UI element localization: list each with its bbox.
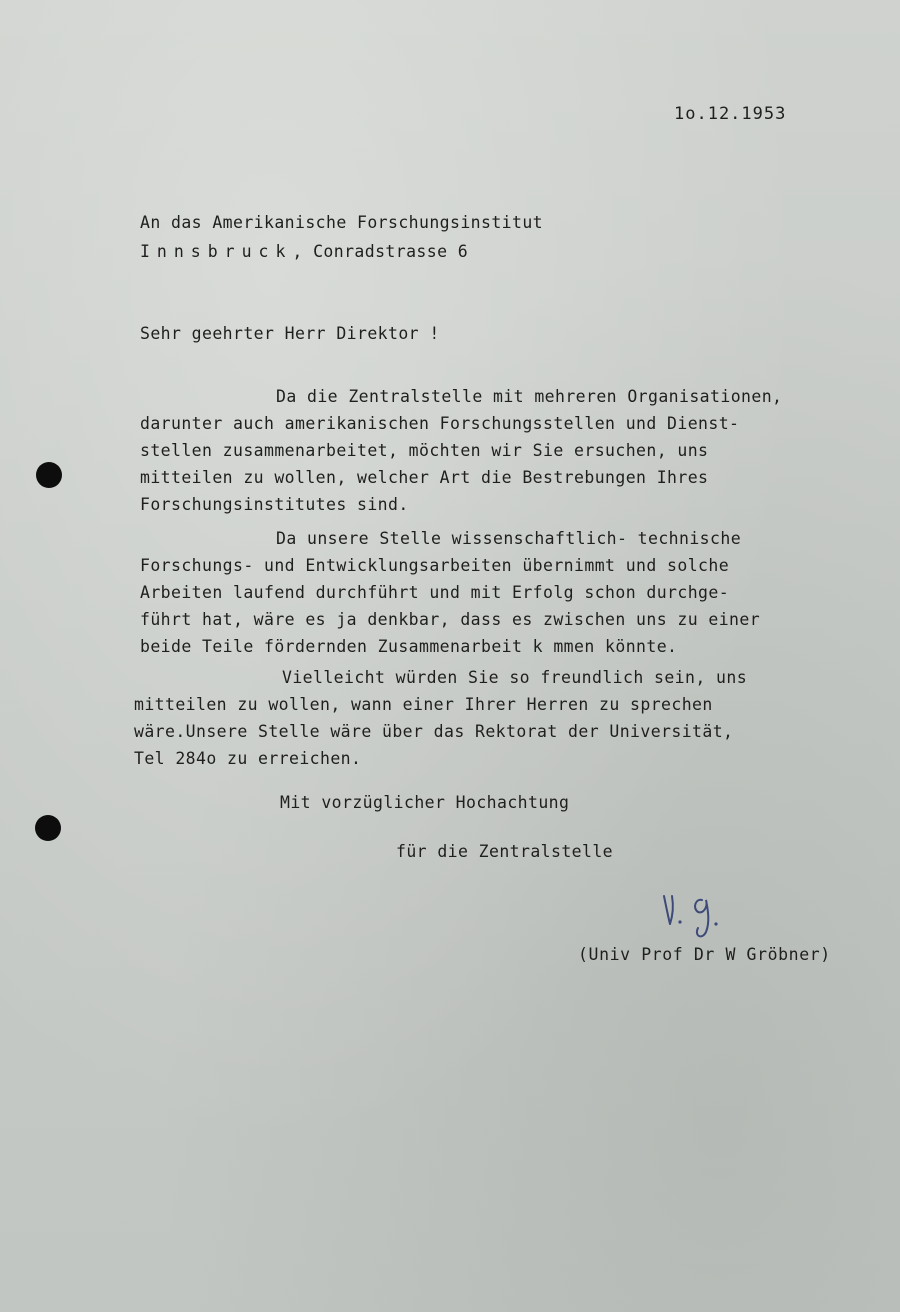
- paragraph-line: führt hat, wäre es ja denkbar, dass es zwischen uns zu einer: [140, 610, 761, 629]
- body-paragraph: [140, 525, 760, 660]
- letter-date: 1o.12.1953: [674, 104, 787, 124]
- paragraph-line: Forschungs- und Entwicklungsarbeiten übernimmt und solche: [140, 556, 730, 575]
- on-behalf-line: für die Zentralstelle: [396, 842, 614, 861]
- punch-hole: [35, 815, 61, 841]
- recipient-street: , Conradstrasse 6: [292, 242, 469, 261]
- paragraph-line: darunter auch amerikanischen Forschungsstellen und Dienst-: [140, 414, 740, 433]
- paragraph-line: Da die Zentralstelle mit mehreren Organisationen,: [276, 387, 783, 406]
- recipient-city: Innsbruck: [140, 242, 293, 261]
- body-paragraph: [134, 664, 747, 772]
- punch-hole: [36, 462, 62, 488]
- closing-phrase: Mit vorzüglicher Hochachtung: [280, 793, 570, 812]
- paragraph-line: Forschungsinstitutes sind.: [140, 495, 409, 514]
- paragraph-line: beide Teile fördernden Zusammenarbeit k mmen könnte.: [140, 637, 678, 656]
- paragraph-line: mitteilen zu wollen, welcher Art die Bestrebungen Ihres: [140, 468, 709, 487]
- signer-name: (Univ Prof Dr W Gröbner): [578, 945, 831, 964]
- salutation: Sehr geehrter Herr Direktor !: [140, 324, 440, 343]
- handwritten-signature: [650, 882, 740, 942]
- paragraph-line: Tel 284o zu erreichen.: [134, 749, 362, 768]
- paragraph-line: mitteilen zu wollen, wann einer Ihrer Herren zu sprechen: [134, 695, 713, 714]
- recipient-line: An das Amerikanische Forschungsinstitut: [140, 213, 544, 232]
- paragraph-line: Arbeiten laufend durchführt und mit Erfolg schon durchge-: [140, 583, 730, 602]
- paragraph-line: stellen zusammenarbeitet, möchten wir Sie ersuchen, uns: [140, 441, 709, 460]
- paragraph-line: wäre.Unsere Stelle wäre über das Rektorat der Universität,: [134, 722, 734, 741]
- body-paragraph: [140, 383, 782, 518]
- paragraph-line: Vielleicht würden Sie so freundlich sein, uns: [282, 668, 748, 687]
- recipient-address: [140, 242, 468, 261]
- paragraph-line: Da unsere Stelle wissenschaftlich- technische: [276, 529, 742, 548]
